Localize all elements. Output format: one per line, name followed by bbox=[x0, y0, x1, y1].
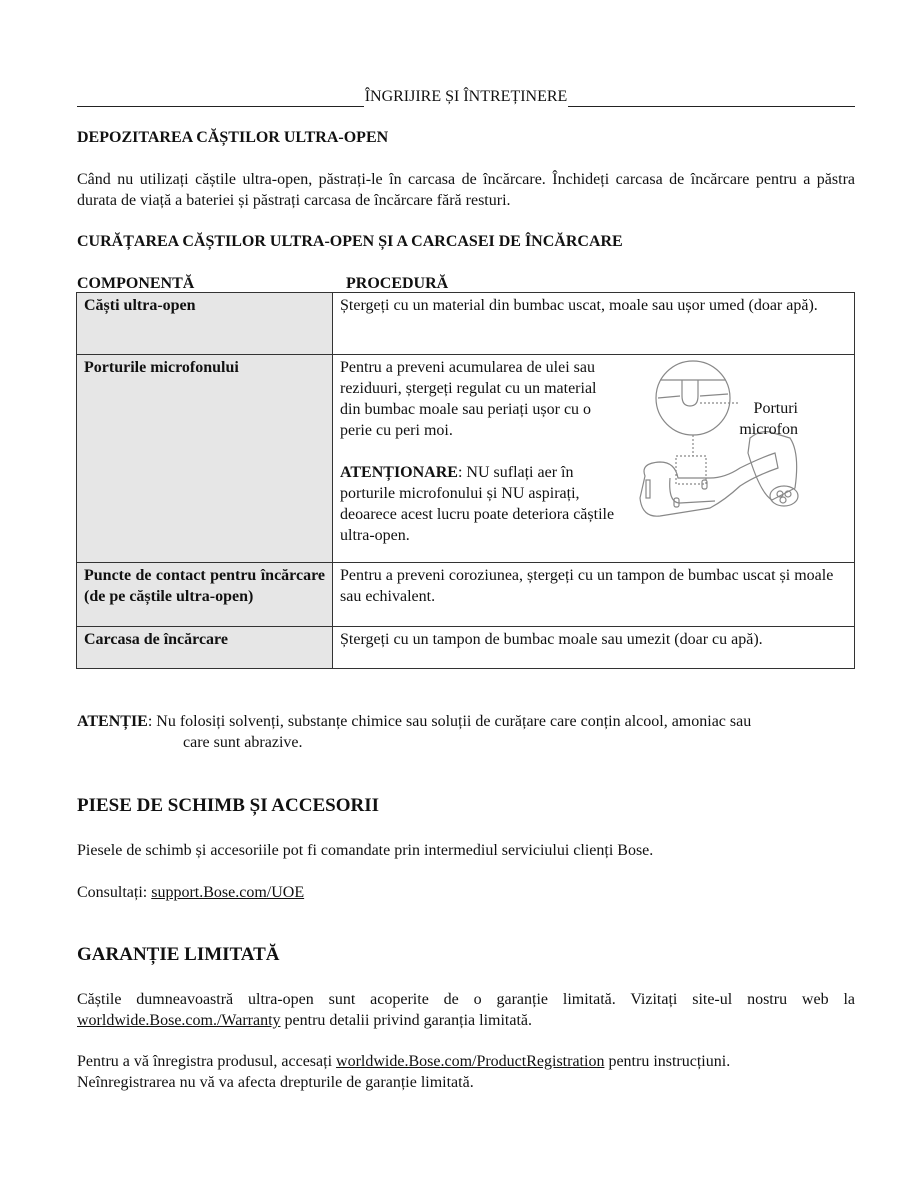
column-header-procedure: PROCEDURĂ bbox=[346, 275, 449, 292]
registration-link[interactable]: worldwide.Bose.com/ProductRegistration bbox=[336, 1053, 605, 1070]
caution-label: ATENȚIE bbox=[77, 713, 148, 730]
component-cell: Puncte de contact pentru încărcare (de pe căștile ultra-open) bbox=[77, 563, 333, 627]
caution-text: : Nu folosiți solvenți, substanțe chimice sau soluții de curățare care conțin alcool, amoniac sau bbox=[147, 713, 752, 730]
component-cell: Carcasa de încărcare bbox=[77, 627, 333, 669]
header-rule-left bbox=[77, 89, 364, 107]
warranty-link[interactable]: worldwide.Bose.com./Warranty bbox=[77, 1012, 281, 1029]
parts-text: Piesele de schimb și accesoriile pot fi comandate prin intermediul serviciului clienți Bose. bbox=[77, 842, 654, 859]
registration-note: Neînregistrarea nu vă va afecta drepturile de garanție limitată. bbox=[77, 1074, 474, 1091]
registration-text-end: pentru instrucțiuni. bbox=[604, 1053, 731, 1070]
consult-label: Consultați: bbox=[77, 884, 152, 901]
warranty-text bbox=[77, 989, 855, 1031]
component-cell: Căști ultra-open bbox=[77, 293, 333, 355]
warning-body: : NU suflați aer în porturile microfonului și NU aspirați, deoarece acest lucru poate deteriora căștile ultra-open. bbox=[340, 464, 615, 544]
figure-label bbox=[748, 398, 798, 419]
table-row bbox=[77, 627, 855, 669]
cleaning-heading: CURĂȚAREA CĂȘTILOR ULTRA-OPEN ȘI A CARCASEI DE ÎNCĂRCARE bbox=[77, 233, 623, 250]
storage-text: Când nu utilizați căștile ultra-open, păstrați-le în carcasa de încărcare. Închideți carcasa de încărcare pentru a păstra durata de viață a bateriei și păstrați carcasa de încărcare fără resturi. bbox=[77, 171, 855, 209]
warranty-heading: GARANȚIE LIMITATĂ bbox=[77, 944, 280, 965]
column-header-component: COMPONENTĂ bbox=[77, 275, 195, 292]
warning-text bbox=[340, 462, 615, 546]
header-title: ÎNGRIJIRE ȘI ÎNTREȚINERE bbox=[364, 88, 568, 105]
procedure-cell: Ștergeți cu un material din bumbac uscat, moale sau ușor umed (doar apă). bbox=[333, 293, 855, 355]
caution-text-continued: care sunt abrazive. bbox=[183, 734, 303, 751]
warning-label: ATENȚIONARE bbox=[340, 464, 458, 481]
registration-text-start: Pentru a vă înregistra produsul, accesați bbox=[77, 1053, 337, 1070]
table-row bbox=[77, 563, 855, 627]
header-rule-right bbox=[568, 89, 855, 107]
procedure-cell: Ștergeți cu un tampon de bumbac moale sau umezit (doar cu apă). bbox=[333, 627, 855, 669]
page-header bbox=[77, 86, 855, 107]
earbud-icon bbox=[600, 358, 850, 533]
figure-label-line-2: microfon bbox=[739, 421, 798, 438]
registration-text bbox=[77, 1051, 855, 1093]
support-link[interactable]: support.Bose.com/UOE bbox=[151, 884, 305, 901]
parts-consult bbox=[77, 882, 304, 903]
warranty-text-end: pentru detalii privind garanția limitată. bbox=[280, 1012, 533, 1029]
storage-heading: DEPOZITAREA CĂȘTILOR ULTRA-OPEN bbox=[77, 129, 389, 146]
figure-label-line-1: Porturi bbox=[753, 400, 798, 417]
caution-note bbox=[77, 711, 855, 732]
procedure-cell: Pentru a preveni coroziunea, ștergeți cu un tampon de bumbac uscat și moale sau echivalent. bbox=[333, 563, 855, 627]
table-row bbox=[77, 293, 855, 355]
parts-heading: PIESE DE SCHIMB ȘI ACCESORII bbox=[77, 795, 379, 816]
component-cell: Porturile microfonului bbox=[77, 355, 333, 563]
microphone-ports-illustration bbox=[600, 358, 850, 533]
procedure-text: Pentru a preveni acumularea de ulei sau reziduuri, ștergeți regulat cu un material din bumbac moale sau periați ușor cu o perie cu peri moi. bbox=[340, 359, 597, 439]
warranty-text-start: Căștile dumneavoastră ultra-open sunt acoperite de o garanție limitată. Vizitați site-ul nostru web la bbox=[77, 991, 855, 1008]
figure-label bbox=[730, 419, 798, 440]
